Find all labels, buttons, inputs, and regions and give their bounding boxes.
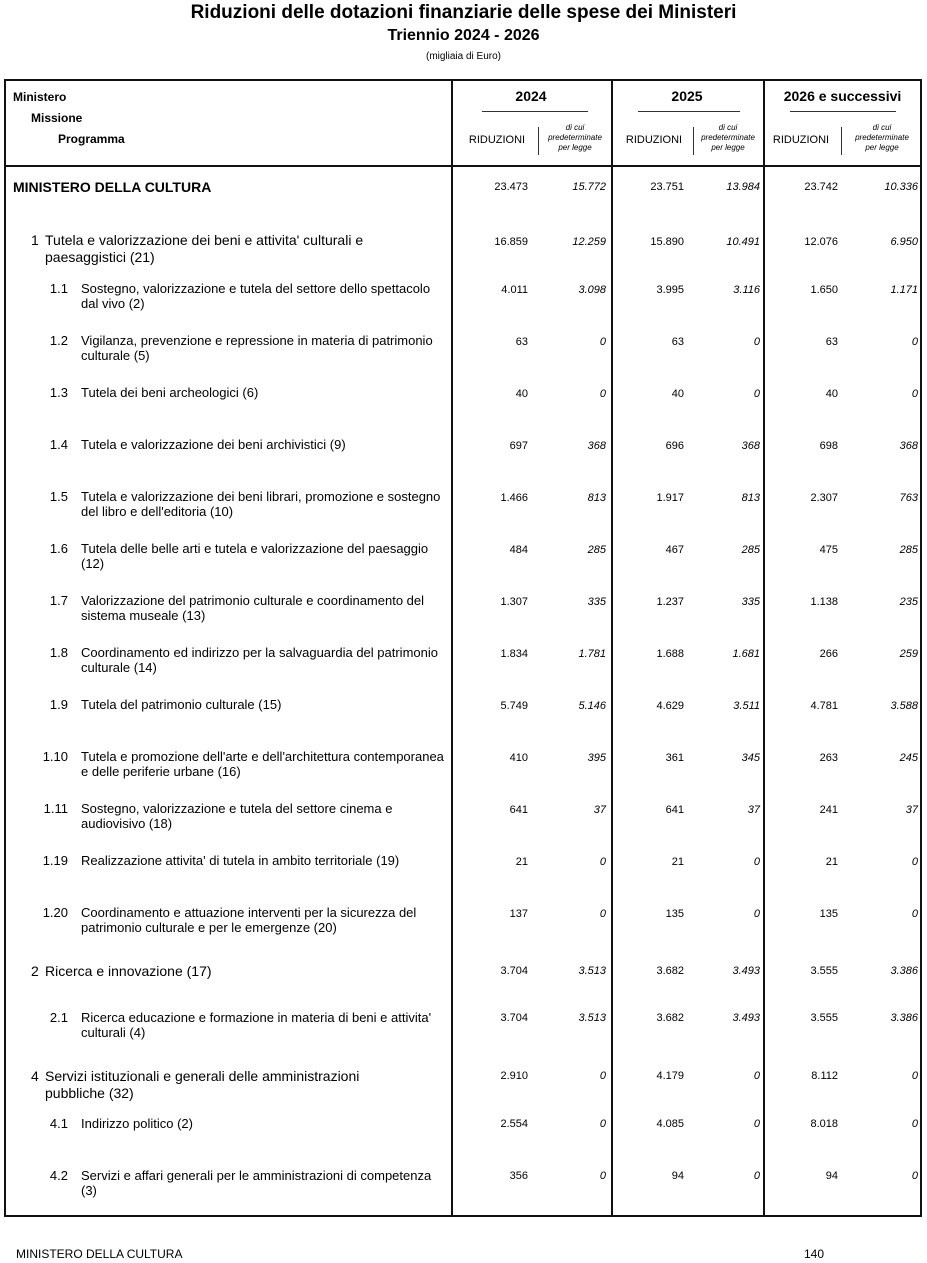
predeterminate-value: 0: [753, 1070, 760, 1082]
programma-label: Coordinamento ed indirizzo per la salvaguardia del patrimonio culturale (14): [81, 645, 438, 675]
programma-label: Sostegno, valorizzazione e tutela del settore cinema e audiovisivo (18): [81, 801, 393, 831]
riduzioni-value: 21: [515, 856, 528, 868]
predeterminate-value: 3.116: [733, 284, 760, 296]
programma-code: 1.5: [49, 489, 68, 504]
riduzioni-value: 23.742: [804, 181, 838, 193]
predeterminate-value: 285: [587, 544, 606, 556]
predeterminate-value: 0: [599, 388, 606, 400]
predeterminate-value: 368: [899, 440, 918, 452]
ministero-label: MINISTERO DELLA CULTURA: [13, 179, 212, 195]
header-ministero: Ministero: [13, 90, 67, 104]
riduzioni-value: 696: [665, 440, 684, 452]
riduzioni-value: 361: [665, 752, 684, 764]
programma-label: Indirizzo politico (2): [81, 1116, 193, 1131]
riduzioni-value: 40: [671, 388, 684, 400]
predeterminate-value: 0: [911, 908, 918, 920]
header-riduzioni: RIDUZIONI: [772, 134, 830, 146]
riduzioni-value: 3.682: [656, 1012, 684, 1024]
predeterminate-value: 0: [753, 388, 760, 400]
riduzioni-value: 63: [671, 336, 684, 348]
header-riduzioni: RIDUZIONI: [468, 134, 526, 146]
programma-code: 1.11: [43, 801, 68, 816]
riduzioni-value: 15.890: [650, 236, 684, 248]
programma-code: 1.3: [49, 385, 68, 400]
page-title: Riduzioni delle dotazioni finanziarie delle spese dei Ministeri: [190, 2, 737, 23]
riduzioni-value: 40: [515, 388, 528, 400]
predeterminate-value: 3.511: [733, 700, 760, 712]
predeterminate-value: 813: [741, 492, 760, 504]
predeterminate-value: 395: [587, 752, 606, 764]
programma-label: Tutela dei beni archeologici (6): [81, 385, 259, 400]
riduzioni-value: 3.995: [656, 284, 684, 296]
predeterminate-value: 10.336: [884, 181, 918, 193]
riduzioni-value: 135: [819, 908, 838, 920]
predeterminate-value: 285: [741, 544, 760, 556]
predeterminate-value: 3.493: [732, 1012, 760, 1024]
predeterminate-value: 0: [753, 856, 760, 868]
programma-code: 1.6: [49, 541, 68, 556]
predeterminate-value: 3.386: [890, 1012, 918, 1024]
missione-code: 2: [31, 963, 39, 979]
predeterminate-value: 285: [899, 544, 918, 556]
riduzioni-value: 4.085: [656, 1118, 684, 1130]
header-year-2026: 2026 e successivi: [783, 88, 902, 104]
missione-label: Ricerca e innovazione (17): [45, 963, 212, 979]
header-year-2024: 2024: [515, 88, 547, 104]
header-programma: Programma: [58, 132, 125, 146]
predeterminate-value: 3.513: [578, 1012, 606, 1024]
riduzioni-value: 241: [819, 804, 838, 816]
riduzioni-value: 698: [819, 440, 838, 452]
programma-code: 1.20: [42, 905, 68, 920]
predeterminate-value: 335: [741, 596, 760, 608]
programma-code: 1.2: [49, 333, 68, 348]
programma-label: Vigilanza, prevenzione e repressione in materia di patrimonio culturale (5): [81, 333, 433, 363]
programma-code: 2.1: [49, 1010, 68, 1025]
predeterminate-value: 13.984: [726, 181, 760, 193]
predeterminate-value: 12.259: [572, 236, 606, 248]
predeterminate-value: 0: [911, 336, 918, 348]
riduzioni-value: 263: [819, 752, 838, 764]
riduzioni-value: 410: [509, 752, 528, 764]
riduzioni-value: 2.307: [810, 492, 838, 504]
predeterminate-value: 1.781: [578, 648, 606, 660]
predeterminate-value: 5.146: [578, 700, 606, 712]
riduzioni-value: 3.704: [500, 965, 528, 977]
riduzioni-value: 3.555: [810, 965, 838, 977]
riduzioni-value: 1.834: [500, 648, 528, 660]
riduzioni-value: 1.307: [500, 596, 528, 608]
missione-label: Servizi istituzionali e generali delle amministrazioni pubbliche (32): [45, 1068, 360, 1101]
predeterminate-value: 15.772: [572, 181, 606, 193]
riduzioni-value: 641: [509, 804, 528, 816]
programma-label: Tutela e valorizzazione dei beni librari, promozione e sostegno del libro e dell'editoria (10): [81, 489, 441, 519]
programma-code: 1.19: [42, 853, 68, 868]
predeterminate-value: 368: [587, 440, 606, 452]
programma-code: 1.8: [49, 645, 68, 660]
programma-code: 1.9: [49, 697, 68, 712]
predeterminate-value: 3.493: [732, 965, 760, 977]
riduzioni-value: 63: [825, 336, 838, 348]
programma-code: 1.1: [49, 281, 68, 296]
riduzioni-value: 484: [509, 544, 528, 556]
predeterminate-value: 6.950: [890, 236, 918, 248]
predeterminate-value: 0: [753, 1118, 760, 1130]
riduzioni-value: 1.466: [500, 492, 528, 504]
predeterminate-value: 0: [911, 1118, 918, 1130]
predeterminate-value: 37: [593, 804, 606, 816]
riduzioni-value: 3.682: [656, 965, 684, 977]
riduzioni-value: 8.112: [811, 1070, 838, 1082]
riduzioni-value: 1.138: [810, 596, 838, 608]
programma-label: Realizzazione attivita' di tutela in ambito territoriale (19): [81, 853, 400, 868]
riduzioni-value: 135: [665, 908, 684, 920]
page-subtitle: Triennio 2024 - 2026: [387, 27, 540, 44]
predeterminate-value: 345: [741, 752, 760, 764]
riduzioni-value: 23.751: [650, 181, 684, 193]
predeterminate-value: 259: [899, 648, 918, 660]
riduzioni-value: 16.859: [494, 236, 528, 248]
header-year-2025: 2025: [671, 88, 703, 104]
units-note: (migliaia di Euro): [425, 51, 502, 62]
riduzioni-value: 23.473: [494, 181, 528, 193]
riduzioni-value: 4.629: [656, 700, 684, 712]
predeterminate-value: 0: [599, 856, 606, 868]
riduzioni-value: 12.076: [804, 236, 838, 248]
riduzioni-value: 2.554: [500, 1118, 528, 1130]
riduzioni-value: 266: [819, 648, 838, 660]
riduzioni-value: 4.011: [501, 284, 528, 296]
programma-label: Servizi e affari generali per le amministrazioni di competenza (3): [81, 1168, 432, 1198]
programma-label: Ricerca educazione e formazione in materia di beni e attivita' culturali (4): [81, 1010, 432, 1040]
predeterminate-value: 763: [899, 492, 918, 504]
programma-label: Tutela delle belle arti e tutela e valorizzazione del paesaggio (12): [81, 541, 429, 571]
riduzioni-value: 467: [665, 544, 684, 556]
riduzioni-value: 1.650: [810, 284, 838, 296]
header-di-cui: di cui predeterminate per legge: [701, 123, 755, 152]
riduzioni-value: 1.688: [656, 648, 684, 660]
programma-label: Coordinamento e attuazione interventi per la sicurezza del patrimonio culturale e per le emergenze (20): [81, 905, 417, 935]
predeterminate-value: 813: [587, 492, 606, 504]
predeterminate-value: 0: [911, 856, 918, 868]
riduzioni-value: 94: [825, 1170, 838, 1182]
missione-code: 1: [31, 232, 39, 248]
predeterminate-value: 1.681: [732, 648, 760, 660]
predeterminate-value: 0: [599, 1170, 606, 1182]
predeterminate-value: 3.098: [578, 284, 606, 296]
predeterminate-value: 3.513: [578, 965, 606, 977]
predeterminate-value: 368: [741, 440, 760, 452]
reductions-table: [4, 79, 922, 1217]
predeterminate-value: 1.171: [890, 284, 918, 296]
predeterminate-value: 0: [599, 908, 606, 920]
riduzioni-value: 94: [671, 1170, 684, 1182]
programma-code: 1.10: [42, 749, 68, 764]
riduzioni-value: 4.781: [810, 700, 838, 712]
riduzioni-value: 4.179: [656, 1070, 684, 1082]
predeterminate-value: 0: [599, 1118, 606, 1130]
predeterminate-value: 10.491: [726, 236, 760, 248]
riduzioni-value: 641: [665, 804, 684, 816]
predeterminate-value: 0: [911, 1070, 918, 1082]
riduzioni-value: 5.749: [500, 700, 528, 712]
predeterminate-value: 37: [905, 804, 918, 816]
predeterminate-value: 0: [599, 1070, 606, 1082]
header-di-cui: di cui predeterminate per legge: [855, 123, 909, 152]
riduzioni-value: 40: [825, 388, 838, 400]
header-missione: Missione: [31, 111, 83, 125]
header-di-cui: di cui predeterminate per legge: [548, 123, 602, 152]
predeterminate-value: 0: [911, 388, 918, 400]
riduzioni-value: 697: [509, 440, 528, 452]
predeterminate-value: 0: [599, 336, 606, 348]
predeterminate-value: 335: [587, 596, 606, 608]
predeterminate-value: 235: [899, 596, 918, 608]
predeterminate-value: 0: [753, 1170, 760, 1182]
predeterminate-value: 37: [747, 804, 760, 816]
programma-code: 1.7: [49, 593, 68, 608]
programma-label: Tutela e promozione dell'arte e dell'architettura contemporanea e delle periferie urbane (16): [81, 749, 444, 779]
riduzioni-value: 8.018: [810, 1118, 838, 1130]
predeterminate-value: 0: [911, 1170, 918, 1182]
riduzioni-value: 3.555: [810, 1012, 838, 1024]
riduzioni-value: 356: [509, 1170, 528, 1182]
predeterminate-value: 0: [753, 908, 760, 920]
riduzioni-value: 3.704: [500, 1012, 528, 1024]
programma-code: 4.1: [49, 1116, 68, 1131]
riduzioni-value: 1.917: [656, 492, 684, 504]
predeterminate-value: 245: [899, 752, 918, 764]
programma-code: 4.2: [49, 1168, 68, 1183]
programma-code: 1.4: [49, 437, 68, 452]
missione-label: Tutela e valorizzazione dei beni e attivita' culturali e paesaggistici (21): [45, 232, 364, 265]
footer-ministry: MINISTERO DELLA CULTURA: [16, 1247, 183, 1261]
missione-code: 4: [31, 1068, 39, 1084]
predeterminate-value: 3.588: [890, 700, 918, 712]
programma-label: Tutela e valorizzazione dei beni archivistici (9): [81, 437, 346, 452]
programma-label: Valorizzazione del patrimonio culturale e coordinamento del sistema museale (13): [81, 593, 425, 623]
riduzioni-value: 21: [825, 856, 838, 868]
programma-label: Tutela del patrimonio culturale (15): [81, 697, 282, 712]
predeterminate-value: 0: [753, 336, 760, 348]
riduzioni-value: 1.237: [656, 596, 684, 608]
riduzioni-value: 475: [819, 544, 838, 556]
riduzioni-value: 21: [671, 856, 684, 868]
programma-label: Sostegno, valorizzazione e tutela del settore dello spettacolo dal vivo (2): [81, 281, 431, 311]
riduzioni-value: 2.910: [500, 1070, 528, 1082]
header-riduzioni: RIDUZIONI: [625, 134, 683, 146]
riduzioni-value: 63: [515, 336, 528, 348]
page-number: 140: [804, 1247, 825, 1261]
predeterminate-value: 3.386: [890, 965, 918, 977]
riduzioni-value: 137: [509, 908, 528, 920]
